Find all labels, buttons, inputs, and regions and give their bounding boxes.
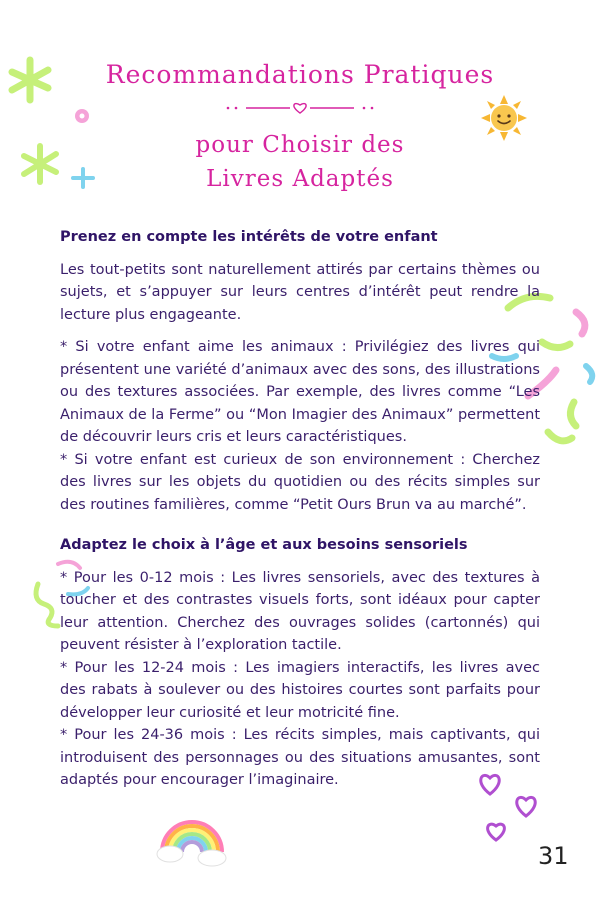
paragraph-12-24-months: * Pour les 12-24 mois : Les imagiers interactifs, les livres avec des rabats à soulever ou des histoires courtes sont parfaits pour développer leur curiosité et leur motricité fine. — [60, 659, 540, 721]
paragraph-0-12-months: * Pour les 0-12 mois : Les livres sensoriels, avec des textures à toucher et des contrastes visuels forts, sont idéaux pour capter leur attention. Cherchez des ouvrages solides (cartonnés) qui peuvent résister à l’exploration tactile. — [60, 569, 540, 653]
star-doodle-icon — [20, 142, 60, 186]
sun-icon — [480, 94, 528, 142]
subtitle-line-2: Livres Adaptés — [206, 166, 394, 192]
page-title: Recommandations Pratiques — [105, 60, 495, 89]
paragraph-24-36-months: * Pour les 24-36 mois : Les récits simples, mais captivants, qui introduisent des personnages ou des situations amusantes, sont adaptés pour encourager l’imaginaire. — [60, 727, 540, 788]
dot-doodle-icon — [72, 106, 92, 126]
sparkle-doodle-icon — [70, 166, 96, 190]
paragraph-animals: * Si votre enfant aime les animaux : Privilégiez des livres qui présentent une variété d’animaux avec des sons, des illustrations ou des textures associées. Par exemple, des livres comme “Les Animaux de la Ferme” ou “Mon Imagier des Animaux” permettent de découvrir leurs cris et leurs caractéristiques. — [60, 339, 540, 445]
heart-divider-icon — [220, 98, 380, 118]
paragraph-intro: Les tout-petits sont naturellement attirés par certains thèmes ou sujets, et s’appuyer sur leurs centres d’intérêt peut rendre la lecture plus engageante. — [60, 261, 540, 323]
page-number: 31 — [538, 842, 569, 870]
section-heading-age: Adaptez le choix à l’âge et aux besoins sensoriels — [60, 537, 468, 553]
paragraph-environment: * Si votre enfant est curieux de son environnement : Cherchez des livres sur les objets du quotidien ou des récits simples sur des routines familières, comme “Petit Ours Brun va au marché”. — [60, 451, 540, 513]
star-doodle-icon — [8, 56, 52, 104]
main-content — [60, 226, 540, 792]
subtitle-line-1: pour Choisir des — [195, 132, 405, 158]
rainbow-icon — [154, 808, 230, 868]
section-heading-interests: Prenez en compte les intérêts de votre enfant — [60, 229, 438, 245]
